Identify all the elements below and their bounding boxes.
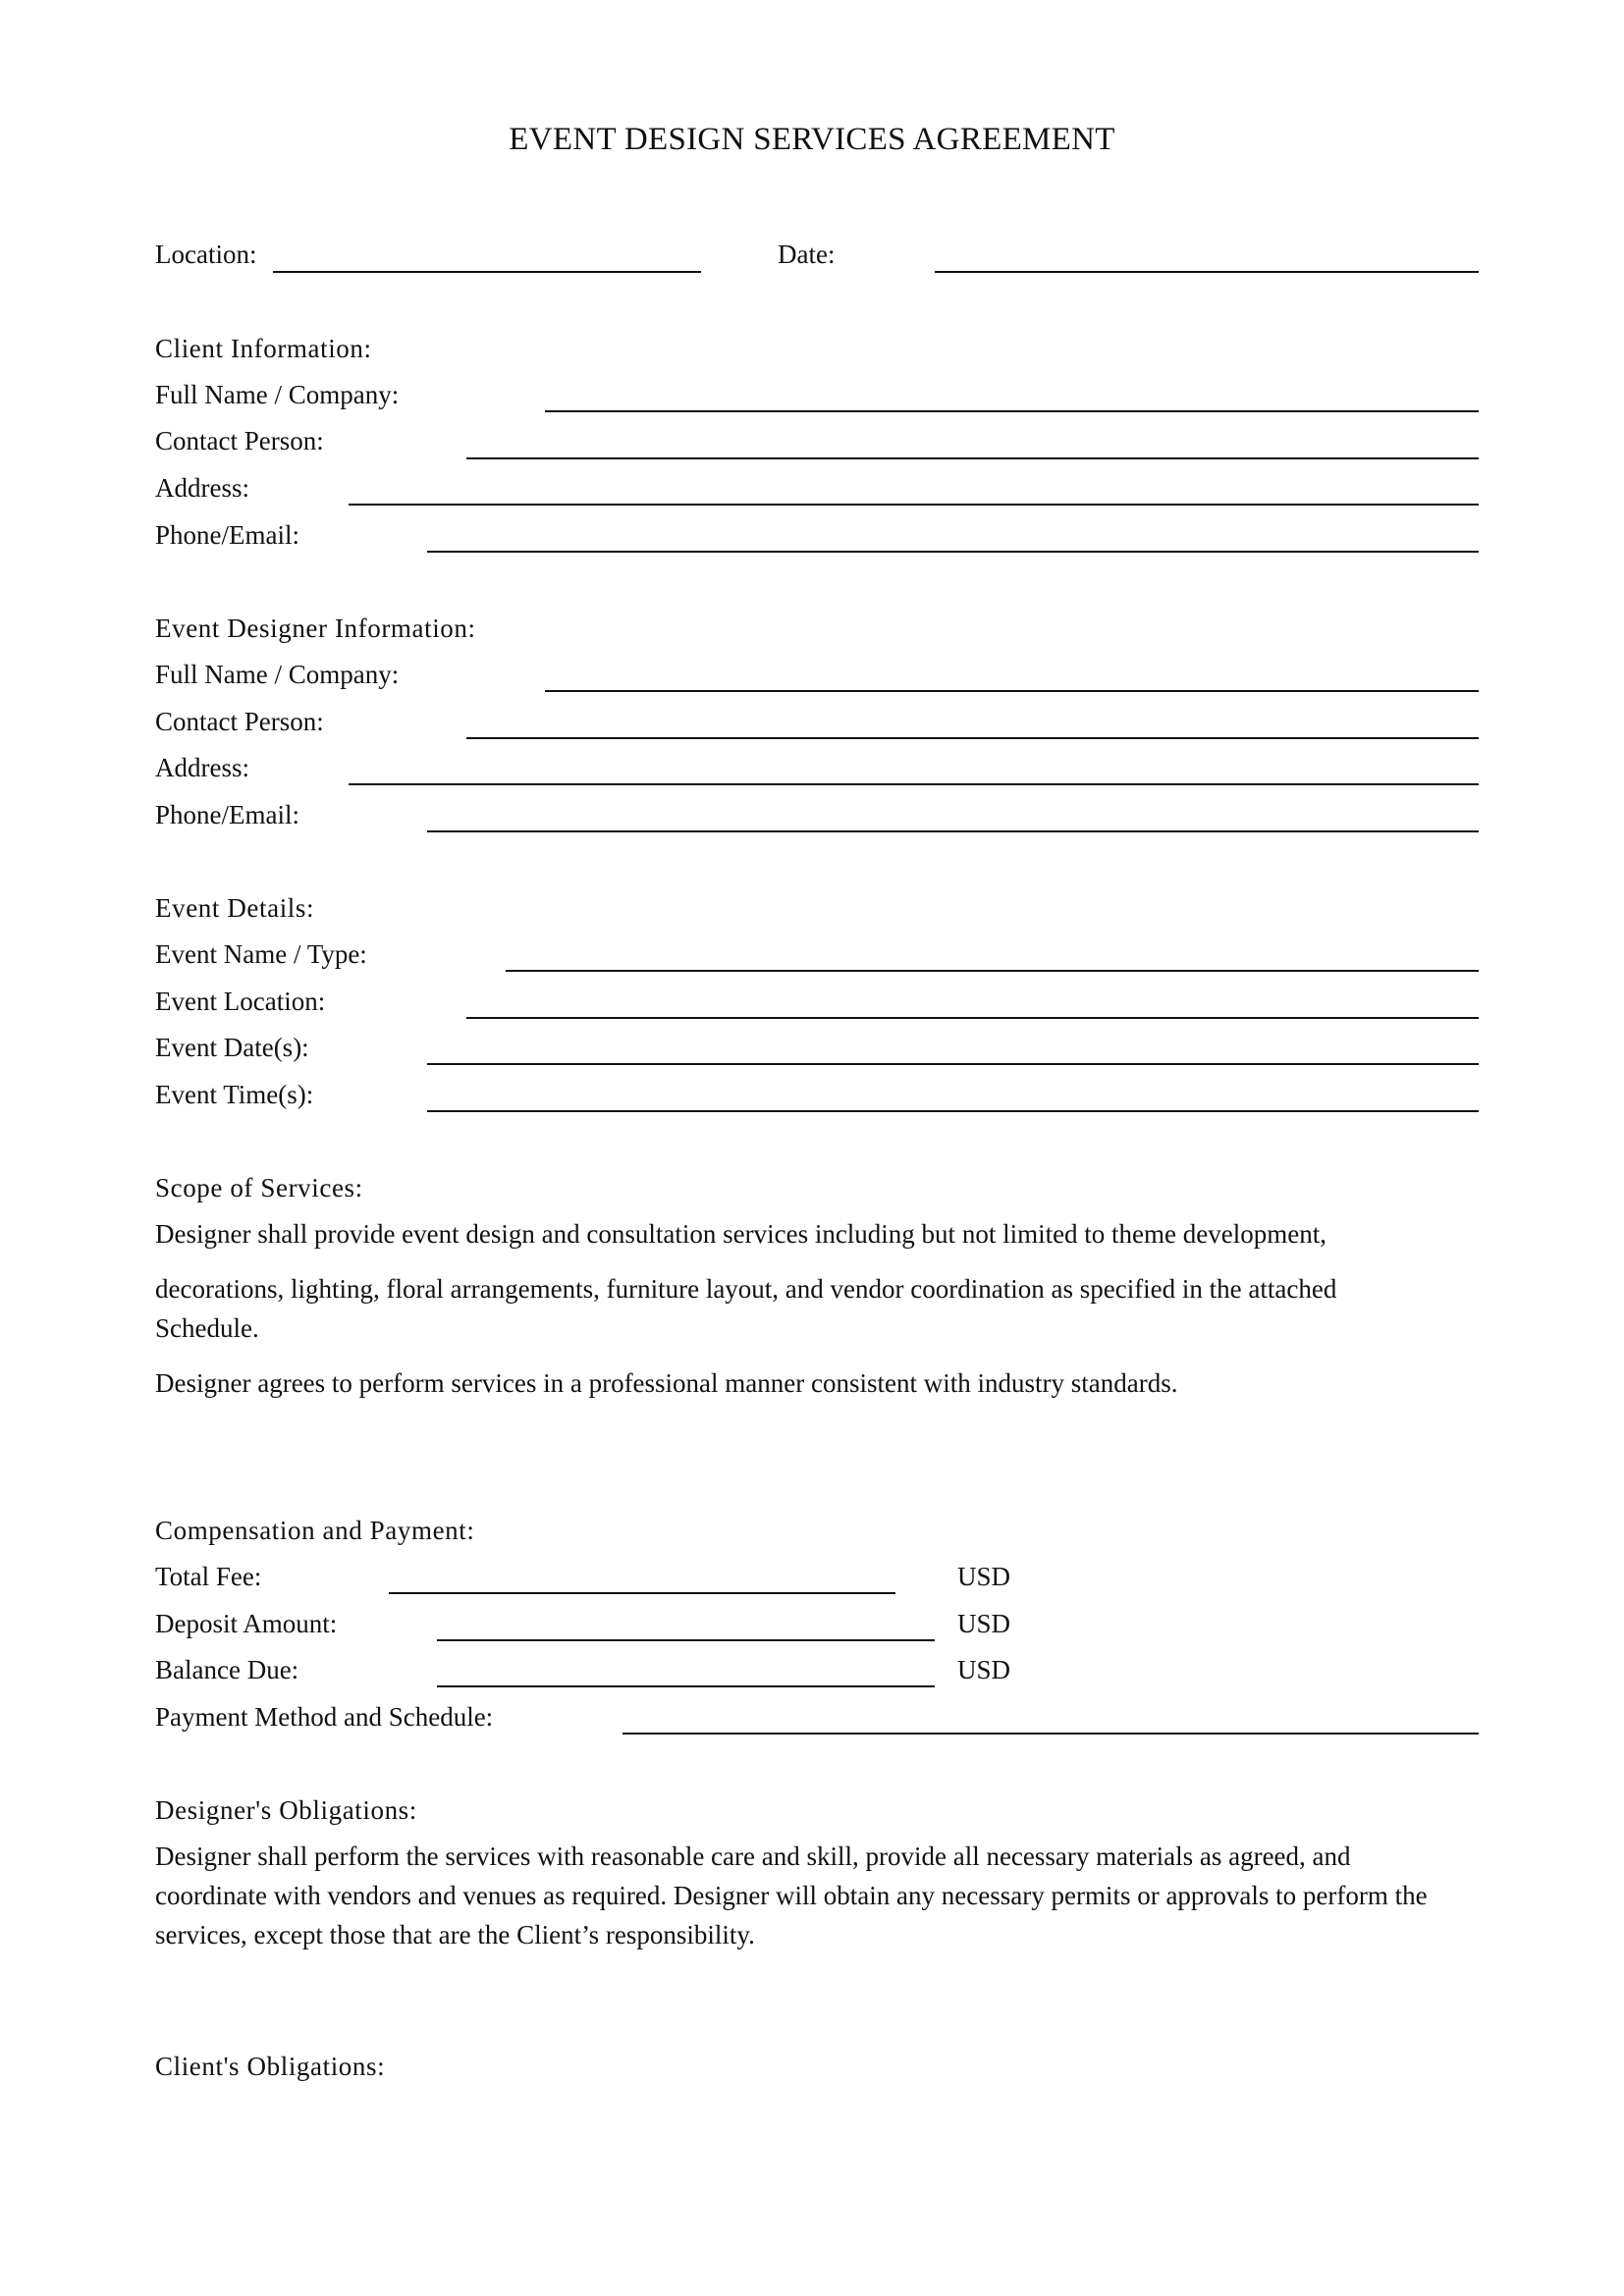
scope-heading: Scope of Services: <box>155 1173 363 1202</box>
balance-label: Balance Due: <box>155 1655 299 1684</box>
client-address-label: Address: <box>155 473 249 503</box>
client-contact-line[interactable] <box>466 457 1479 459</box>
designer-address-label: Address: <box>155 753 249 782</box>
deposit-line[interactable] <box>437 1639 935 1641</box>
designer-address-line[interactable] <box>349 783 1479 785</box>
document-title: EVENT DESIGN SERVICES AGREEMENT <box>509 122 1115 157</box>
designer-full-name-line[interactable] <box>545 690 1479 692</box>
location-field-line[interactable] <box>273 271 701 273</box>
designer-obligations-heading: Designer's Obligations: <box>155 1795 417 1825</box>
total-fee-label: Total Fee: <box>155 1562 262 1591</box>
event-times-label: Event Time(s): <box>155 1080 314 1109</box>
scope-paragraph-line-4: Designer agrees to perform services in a professional manner consistent with industry standards. <box>155 1368 1178 1398</box>
scope-paragraph-line-2: decorations, lighting, floral arrangements, furniture layout, and vendor coordination as specified in the attached <box>155 1274 1337 1304</box>
deposit-currency: USD <box>957 1609 1011 1638</box>
balance-line[interactable] <box>437 1685 935 1687</box>
event-name-line[interactable] <box>506 970 1479 972</box>
event-dates-line[interactable] <box>427 1063 1479 1065</box>
compensation-heading: Compensation and Payment: <box>155 1516 475 1545</box>
date-field-line[interactable] <box>935 271 1479 273</box>
event-location-line[interactable] <box>466 1017 1479 1019</box>
designer-obligations-line-3: services, except those that are the Client’s responsibility. <box>155 1920 755 1949</box>
designer-contact-line[interactable] <box>466 737 1479 739</box>
scope-paragraph-line-1: Designer shall provide event design and consultation services including but not limited to theme development, <box>155 1219 1326 1249</box>
designer-obligations-line-2: coordinate with vendors and venues as required. Designer will obtain any necessary permits or approvals to perform the <box>155 1881 1428 1910</box>
client-contact-label: Contact Person: <box>155 426 324 455</box>
event-location-label: Event Location: <box>155 987 326 1016</box>
client-full-name-line[interactable] <box>545 410 1479 412</box>
payment-method-label: Payment Method and Schedule: <box>155 1702 494 1732</box>
location-label: Location: <box>155 240 257 269</box>
designer-full-name-label: Full Name / Company: <box>155 660 400 689</box>
deposit-label: Deposit Amount: <box>155 1609 338 1638</box>
date-label: Date: <box>778 240 836 269</box>
client-full-name-label: Full Name / Company: <box>155 380 400 409</box>
client-phone-label: Phone/Email: <box>155 520 299 550</box>
scope-paragraph-line-3: Schedule. <box>155 1313 259 1343</box>
balance-currency: USD <box>957 1655 1011 1684</box>
total-fee-line[interactable] <box>389 1592 895 1594</box>
total-fee-currency: USD <box>957 1562 1011 1591</box>
event-times-line[interactable] <box>427 1110 1479 1112</box>
client-info-heading: Client Information: <box>155 334 372 363</box>
client-phone-line[interactable] <box>427 551 1479 553</box>
event-details-heading: Event Details: <box>155 893 315 923</box>
designer-obligations-line-1: Designer shall perform the services with reasonable care and skill, provide all necessary materials as agreed, and <box>155 1842 1351 1871</box>
designer-info-heading: Event Designer Information: <box>155 614 476 643</box>
designer-contact-label: Contact Person: <box>155 707 324 736</box>
payment-method-line[interactable] <box>623 1733 1479 1735</box>
event-dates-label: Event Date(s): <box>155 1033 309 1062</box>
client-obligations-heading: Client's Obligations: <box>155 2052 386 2081</box>
client-address-line[interactable] <box>349 504 1479 506</box>
designer-phone-line[interactable] <box>427 830 1479 832</box>
event-name-label: Event Name / Type: <box>155 939 367 969</box>
designer-phone-label: Phone/Email: <box>155 800 299 829</box>
